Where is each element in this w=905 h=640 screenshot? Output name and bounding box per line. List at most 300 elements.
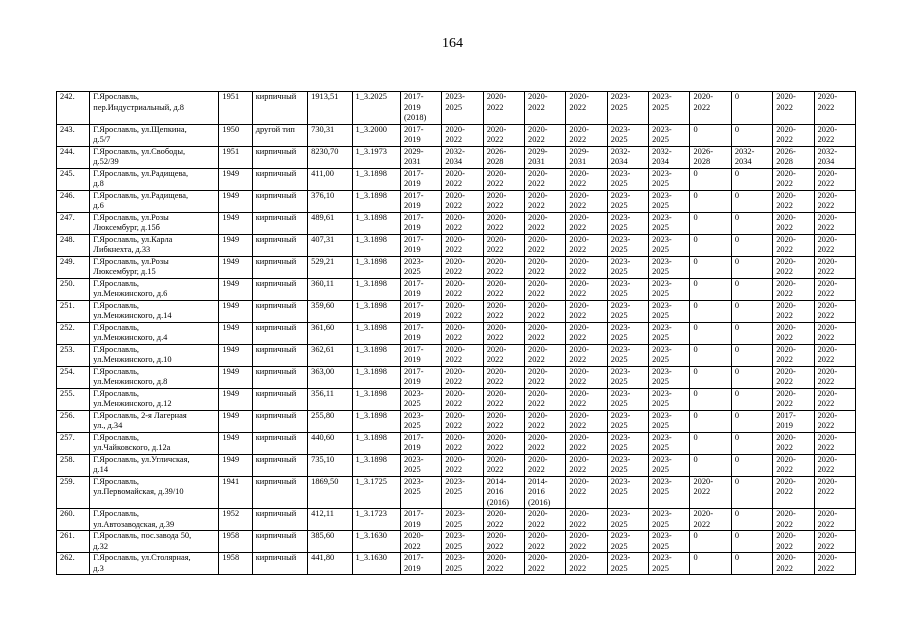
row-number: 245. (57, 168, 90, 190)
period-cell-c1: 2017- 2019 (400, 432, 441, 454)
period-cell-c2: 2023- 2025 (442, 553, 483, 575)
address-cell: Г.Ярославль, ул.Розы Люксембург, д.15 (90, 256, 219, 278)
period-cell-c11: 2020- 2022 (814, 322, 855, 344)
material-cell: кирпичный (252, 366, 307, 388)
row-number: 261. (57, 531, 90, 553)
period-cell-c8: 0 (690, 432, 731, 454)
period-cell-c3: 2020- 2022 (483, 553, 524, 575)
period-cell-c10: 2020- 2022 (773, 344, 814, 366)
row-number: 254. (57, 366, 90, 388)
period-cell-c11: 2020- 2022 (814, 124, 855, 146)
period-cell-c3: 2020- 2022 (483, 256, 524, 278)
material-cell: кирпичный (252, 388, 307, 410)
period-cell-c4: 2020- 2022 (525, 322, 566, 344)
period-cell-c9: 0 (731, 212, 772, 234)
period-cell-c3: 2020- 2022 (483, 410, 524, 432)
table-row (57, 190, 856, 212)
table-row (57, 410, 856, 432)
period-cell-c11: 2020- 2022 (814, 234, 855, 256)
period-cell-c4: 2020- 2022 (525, 92, 566, 125)
period-cell-c4: 2020- 2022 (525, 553, 566, 575)
period-cell-c6: 2023- 2025 (607, 432, 648, 454)
page-number: 164 (442, 36, 463, 51)
material-cell: кирпичный (252, 168, 307, 190)
period-cell-c7: 2023- 2025 (649, 256, 690, 278)
period-cell-c6: 2023- 2025 (607, 168, 648, 190)
year-cell: 1949 (219, 388, 252, 410)
period-cell-c8: 2020- 2022 (690, 92, 731, 125)
period-cell-c4: 2014- 2016 (2016) (525, 476, 566, 509)
period-cell-c2: 2023- 2025 (442, 531, 483, 553)
period-cell-c7: 2023- 2025 (649, 190, 690, 212)
period-cell-c11: 2020- 2022 (814, 366, 855, 388)
code-cell: 1_3.1725 (352, 476, 400, 509)
area-cell: 412,11 (308, 509, 352, 531)
period-cell-c2: 2020- 2022 (442, 388, 483, 410)
row-number: 252. (57, 322, 90, 344)
code-cell: 1_3.1898 (352, 454, 400, 476)
period-cell-c8: 0 (690, 278, 731, 300)
period-cell-c9: 0 (731, 300, 772, 322)
code-cell: 1_3.1898 (352, 432, 400, 454)
period-cell-c4: 2020- 2022 (525, 234, 566, 256)
table-row (57, 476, 856, 509)
period-cell-c2: 2020- 2022 (442, 432, 483, 454)
material-cell: другой тип (252, 124, 307, 146)
row-number: 262. (57, 553, 90, 575)
period-cell-c6: 2023- 2025 (607, 234, 648, 256)
period-cell-c5: 2020- 2022 (566, 168, 607, 190)
area-cell: 529,21 (308, 256, 352, 278)
period-cell-c1: 2017- 2019 (400, 234, 441, 256)
address-cell: Г.Ярославль, ул.Свободы, д.52/39 (90, 146, 219, 168)
period-cell-c3: 2020- 2022 (483, 388, 524, 410)
period-cell-c2: 2023- 2025 (442, 476, 483, 509)
period-cell-c11: 2020- 2022 (814, 278, 855, 300)
year-cell: 1949 (219, 366, 252, 388)
material-cell: кирпичный (252, 344, 307, 366)
period-cell-c5: 2020- 2022 (566, 212, 607, 234)
period-cell-c7: 2023- 2025 (649, 234, 690, 256)
address-cell: Г.Ярославль, ул.Щепкина, д.5/7 (90, 124, 219, 146)
material-cell: кирпичный (252, 234, 307, 256)
period-cell-c6: 2023- 2025 (607, 509, 648, 531)
period-cell-c9: 0 (731, 509, 772, 531)
period-cell-c8: 0 (690, 388, 731, 410)
period-cell-c4: 2020- 2022 (525, 344, 566, 366)
row-number: 242. (57, 92, 90, 125)
period-cell-c6: 2023- 2025 (607, 278, 648, 300)
period-cell-c1: 2017- 2019 (400, 300, 441, 322)
period-cell-c8: 2026- 2028 (690, 146, 731, 168)
period-cell-c6: 2023- 2025 (607, 366, 648, 388)
period-cell-c1: 2023- 2025 (400, 410, 441, 432)
material-cell: кирпичный (252, 146, 307, 168)
period-cell-c1: 2017- 2019 (400, 366, 441, 388)
period-cell-c6: 2023- 2025 (607, 388, 648, 410)
period-cell-c5: 2020- 2022 (566, 388, 607, 410)
period-cell-c11: 2020- 2022 (814, 168, 855, 190)
period-cell-c8: 0 (690, 256, 731, 278)
period-cell-c11: 2020- 2022 (814, 454, 855, 476)
period-cell-c10: 2020- 2022 (773, 432, 814, 454)
period-cell-c8: 0 (690, 234, 731, 256)
period-cell-c7: 2032- 2034 (649, 146, 690, 168)
address-cell: Г.Ярославль, ул.Карла Либкнехта, д.33 (90, 234, 219, 256)
row-number: 257. (57, 432, 90, 454)
period-cell-c4: 2020- 2022 (525, 190, 566, 212)
period-cell-c1: 2017- 2019 (400, 212, 441, 234)
period-cell-c3: 2020- 2022 (483, 190, 524, 212)
year-cell: 1951 (219, 92, 252, 125)
year-cell: 1941 (219, 476, 252, 509)
code-cell: 1_3.2025 (352, 92, 400, 125)
period-cell-c10: 2020- 2022 (773, 212, 814, 234)
period-cell-c11: 2020- 2022 (814, 190, 855, 212)
period-cell-c5: 2029- 2031 (566, 146, 607, 168)
period-cell-c11: 2020- 2022 (814, 410, 855, 432)
period-cell-c4: 2020- 2022 (525, 168, 566, 190)
period-cell-c8: 0 (690, 410, 731, 432)
period-cell-c2: 2020- 2022 (442, 300, 483, 322)
area-cell: 441,80 (308, 553, 352, 575)
period-cell-c5: 2020- 2022 (566, 234, 607, 256)
period-cell-c3: 2020- 2022 (483, 322, 524, 344)
period-cell-c10: 2020- 2022 (773, 454, 814, 476)
code-cell: 1_3.2000 (352, 124, 400, 146)
period-cell-c8: 0 (690, 212, 731, 234)
area-cell: 1913,51 (308, 92, 352, 125)
period-cell-c6: 2023- 2025 (607, 322, 648, 344)
period-cell-c11: 2020- 2022 (814, 92, 855, 125)
period-cell-c4: 2020- 2022 (525, 212, 566, 234)
period-cell-c3: 2020- 2022 (483, 234, 524, 256)
period-cell-c1: 2017- 2019 (400, 190, 441, 212)
period-cell-c5: 2020- 2022 (566, 256, 607, 278)
period-cell-c2: 2020- 2022 (442, 454, 483, 476)
period-cell-c10: 2020- 2022 (773, 234, 814, 256)
period-cell-c10: 2020- 2022 (773, 92, 814, 125)
address-cell: Г.Ярославль, 2-я Лагерная ул., д.34 (90, 410, 219, 432)
period-cell-c10: 2020- 2022 (773, 509, 814, 531)
row-number: 247. (57, 212, 90, 234)
code-cell: 1_3.1898 (352, 388, 400, 410)
period-cell-c11: 2020- 2022 (814, 531, 855, 553)
period-cell-c7: 2023- 2025 (649, 278, 690, 300)
period-cell-c4: 2020- 2022 (525, 256, 566, 278)
address-cell: Г.Ярославль, ул.Чайковского, д.12а (90, 432, 219, 454)
period-cell-c10: 2017- 2019 (773, 410, 814, 432)
row-number: 246. (57, 190, 90, 212)
code-cell: 1_3.1898 (352, 322, 400, 344)
address-cell: Г.Ярославль, ул.Автозаводская, д.39 (90, 509, 219, 531)
period-cell-c9: 0 (731, 531, 772, 553)
material-cell: кирпичный (252, 190, 307, 212)
table-row (57, 146, 856, 168)
period-cell-c1: 2017- 2019 (400, 278, 441, 300)
period-cell-c8: 0 (690, 366, 731, 388)
area-cell: 489,61 (308, 212, 352, 234)
table-row (57, 322, 856, 344)
material-cell: кирпичный (252, 509, 307, 531)
period-cell-c8: 0 (690, 124, 731, 146)
table-row (57, 124, 856, 146)
period-cell-c4: 2020- 2022 (525, 124, 566, 146)
period-cell-c3: 2020- 2022 (483, 278, 524, 300)
period-cell-c3: 2020- 2022 (483, 531, 524, 553)
row-number: 260. (57, 509, 90, 531)
period-cell-c11: 2020- 2022 (814, 432, 855, 454)
period-cell-c9: 2032- 2034 (731, 146, 772, 168)
period-cell-c6: 2023- 2025 (607, 124, 648, 146)
code-cell: 1_3.1898 (352, 344, 400, 366)
period-cell-c5: 2020- 2022 (566, 300, 607, 322)
period-cell-c1: 2017- 2019 (2018) (400, 92, 441, 125)
material-cell: кирпичный (252, 531, 307, 553)
period-cell-c2: 2020- 2022 (442, 278, 483, 300)
row-number: 249. (57, 256, 90, 278)
material-cell: кирпичный (252, 212, 307, 234)
year-cell: 1949 (219, 212, 252, 234)
period-cell-c10: 2020- 2022 (773, 553, 814, 575)
address-cell: Г.Ярославль, ул.Менжинского, д.6 (90, 278, 219, 300)
period-cell-c2: 2020- 2022 (442, 190, 483, 212)
area-cell: 376,10 (308, 190, 352, 212)
period-cell-c5: 2020- 2022 (566, 124, 607, 146)
period-cell-c5: 2020- 2022 (566, 92, 607, 125)
row-number: 243. (57, 124, 90, 146)
period-cell-c5: 2020- 2022 (566, 553, 607, 575)
period-cell-c5: 2020- 2022 (566, 410, 607, 432)
row-number: 255. (57, 388, 90, 410)
period-cell-c10: 2020- 2022 (773, 322, 814, 344)
period-cell-c9: 0 (731, 476, 772, 509)
period-cell-c7: 2023- 2025 (649, 168, 690, 190)
period-cell-c1: 2017- 2019 (400, 124, 441, 146)
period-cell-c11: 2020- 2022 (814, 344, 855, 366)
address-cell: Г.Ярославль, ул.Радищева, д.8 (90, 168, 219, 190)
period-cell-c4: 2020- 2022 (525, 410, 566, 432)
year-cell: 1949 (219, 234, 252, 256)
period-cell-c6: 2023- 2025 (607, 92, 648, 125)
address-cell: Г.Ярославль, ул.Менжинского, д.10 (90, 344, 219, 366)
area-cell: 411,00 (308, 168, 352, 190)
period-cell-c9: 0 (731, 410, 772, 432)
period-cell-c2: 2032- 2034 (442, 146, 483, 168)
period-cell-c7: 2023- 2025 (649, 344, 690, 366)
period-cell-c10: 2026- 2028 (773, 146, 814, 168)
period-cell-c9: 0 (731, 256, 772, 278)
period-cell-c6: 2023- 2025 (607, 553, 648, 575)
period-cell-c1: 2023- 2025 (400, 388, 441, 410)
period-cell-c9: 0 (731, 322, 772, 344)
table-row (57, 256, 856, 278)
period-cell-c5: 2020- 2022 (566, 344, 607, 366)
material-cell: кирпичный (252, 410, 307, 432)
period-cell-c3: 2020- 2022 (483, 366, 524, 388)
table-row (57, 509, 856, 531)
table-row (57, 388, 856, 410)
period-cell-c2: 2020- 2022 (442, 256, 483, 278)
period-cell-c7: 2023- 2025 (649, 124, 690, 146)
period-cell-c11: 2020- 2022 (814, 256, 855, 278)
material-cell: кирпичный (252, 432, 307, 454)
period-cell-c7: 2023- 2025 (649, 300, 690, 322)
area-cell: 735,10 (308, 454, 352, 476)
code-cell: 1_3.1898 (352, 168, 400, 190)
material-cell: кирпичный (252, 300, 307, 322)
period-cell-c7: 2023- 2025 (649, 366, 690, 388)
period-cell-c11: 2020- 2022 (814, 476, 855, 509)
period-cell-c5: 2020- 2022 (566, 322, 607, 344)
code-cell: 1_3.1898 (352, 234, 400, 256)
area-cell: 440,60 (308, 432, 352, 454)
period-cell-c7: 2023- 2025 (649, 92, 690, 125)
code-cell: 1_3.1630 (352, 553, 400, 575)
period-cell-c2: 2020- 2022 (442, 234, 483, 256)
period-cell-c5: 2020- 2022 (566, 531, 607, 553)
period-cell-c2: 2020- 2022 (442, 212, 483, 234)
period-cell-c8: 0 (690, 190, 731, 212)
material-cell: кирпичный (252, 256, 307, 278)
material-cell: кирпичный (252, 92, 307, 125)
period-cell-c11: 2020- 2022 (814, 212, 855, 234)
address-cell: Г.Ярославль, ул.Первомайская, д.39/10 (90, 476, 219, 509)
row-number: 256. (57, 410, 90, 432)
period-cell-c6: 2023- 2025 (607, 190, 648, 212)
area-cell: 1869,50 (308, 476, 352, 509)
period-cell-c2: 2020- 2022 (442, 168, 483, 190)
table-row (57, 234, 856, 256)
year-cell: 1949 (219, 256, 252, 278)
row-number: 253. (57, 344, 90, 366)
address-cell: Г.Ярославль, ул.Менжинского, д.14 (90, 300, 219, 322)
period-cell-c2: 2023- 2025 (442, 509, 483, 531)
period-cell-c10: 2020- 2022 (773, 531, 814, 553)
period-cell-c9: 0 (731, 454, 772, 476)
year-cell: 1949 (219, 454, 252, 476)
area-cell: 730,31 (308, 124, 352, 146)
period-cell-c11: 2020- 2022 (814, 388, 855, 410)
period-cell-c6: 2032- 2034 (607, 146, 648, 168)
table-row (57, 212, 856, 234)
table-row (57, 454, 856, 476)
code-cell: 1_3.1898 (352, 366, 400, 388)
year-cell: 1958 (219, 553, 252, 575)
period-cell-c7: 2023- 2025 (649, 553, 690, 575)
period-cell-c7: 2023- 2025 (649, 410, 690, 432)
code-cell: 1_3.1973 (352, 146, 400, 168)
area-cell: 356,11 (308, 388, 352, 410)
period-cell-c3: 2020- 2022 (483, 300, 524, 322)
year-cell: 1949 (219, 322, 252, 344)
period-cell-c6: 2023- 2025 (607, 212, 648, 234)
year-cell: 1949 (219, 300, 252, 322)
address-cell: Г.Ярославль, ул.Менжинского, д.12 (90, 388, 219, 410)
period-cell-c1: 2023- 2025 (400, 256, 441, 278)
code-cell: 1_3.1723 (352, 509, 400, 531)
code-cell: 1_3.1630 (352, 531, 400, 553)
material-cell: кирпичный (252, 278, 307, 300)
year-cell: 1950 (219, 124, 252, 146)
area-cell: 360,11 (308, 278, 352, 300)
period-cell-c4: 2020- 2022 (525, 531, 566, 553)
period-cell-c7: 2023- 2025 (649, 322, 690, 344)
code-cell: 1_3.1898 (352, 256, 400, 278)
row-number: 259. (57, 476, 90, 509)
address-cell: Г.Ярославль, пос.завода 50, д.32 (90, 531, 219, 553)
period-cell-c5: 2020- 2022 (566, 366, 607, 388)
period-cell-c9: 0 (731, 344, 772, 366)
row-number: 250. (57, 278, 90, 300)
period-cell-c8: 0 (690, 300, 731, 322)
period-cell-c3: 2020- 2022 (483, 124, 524, 146)
period-cell-c10: 2020- 2022 (773, 388, 814, 410)
code-cell: 1_3.1898 (352, 212, 400, 234)
period-cell-c8: 2020- 2022 (690, 509, 731, 531)
area-cell: 385,60 (308, 531, 352, 553)
period-cell-c3: 2020- 2022 (483, 344, 524, 366)
period-cell-c1: 2017- 2019 (400, 168, 441, 190)
period-cell-c1: 2017- 2019 (400, 553, 441, 575)
period-cell-c10: 2020- 2022 (773, 366, 814, 388)
year-cell: 1949 (219, 278, 252, 300)
period-cell-c10: 2020- 2022 (773, 190, 814, 212)
table-row (57, 278, 856, 300)
period-cell-c4: 2020- 2022 (525, 278, 566, 300)
buildings-table (56, 91, 856, 575)
period-cell-c8: 0 (690, 553, 731, 575)
material-cell: кирпичный (252, 322, 307, 344)
table-row (57, 92, 856, 125)
table-row (57, 531, 856, 553)
period-cell-c11: 2032- 2034 (814, 146, 855, 168)
period-cell-c9: 0 (731, 388, 772, 410)
period-cell-c1: 2023- 2025 (400, 454, 441, 476)
period-cell-c1: 2017- 2019 (400, 322, 441, 344)
table-row (57, 432, 856, 454)
period-cell-c1: 2017- 2019 (400, 509, 441, 531)
period-cell-c7: 2023- 2025 (649, 212, 690, 234)
period-cell-c5: 2020- 2022 (566, 278, 607, 300)
period-cell-c4: 2020- 2022 (525, 509, 566, 531)
period-cell-c6: 2023- 2025 (607, 531, 648, 553)
period-cell-c9: 0 (731, 366, 772, 388)
period-cell-c9: 0 (731, 168, 772, 190)
period-cell-c8: 0 (690, 344, 731, 366)
period-cell-c3: 2020- 2022 (483, 212, 524, 234)
code-cell: 1_3.1898 (352, 410, 400, 432)
period-cell-c11: 2020- 2022 (814, 509, 855, 531)
code-cell: 1_3.1898 (352, 278, 400, 300)
period-cell-c4: 2020- 2022 (525, 454, 566, 476)
period-cell-c2: 2020- 2022 (442, 366, 483, 388)
period-cell-c5: 2020- 2022 (566, 432, 607, 454)
period-cell-c3: 2020- 2022 (483, 92, 524, 125)
period-cell-c7: 2023- 2025 (649, 432, 690, 454)
period-cell-c6: 2023- 2025 (607, 454, 648, 476)
year-cell: 1951 (219, 146, 252, 168)
period-cell-c7: 2023- 2025 (649, 388, 690, 410)
period-cell-c2: 2020- 2022 (442, 322, 483, 344)
address-cell: Г.Ярославль, ул.Угличская, д.14 (90, 454, 219, 476)
material-cell: кирпичный (252, 553, 307, 575)
period-cell-c11: 2020- 2022 (814, 553, 855, 575)
period-cell-c6: 2023- 2025 (607, 410, 648, 432)
table-row (57, 553, 856, 575)
year-cell: 1958 (219, 531, 252, 553)
period-cell-c8: 0 (690, 322, 731, 344)
